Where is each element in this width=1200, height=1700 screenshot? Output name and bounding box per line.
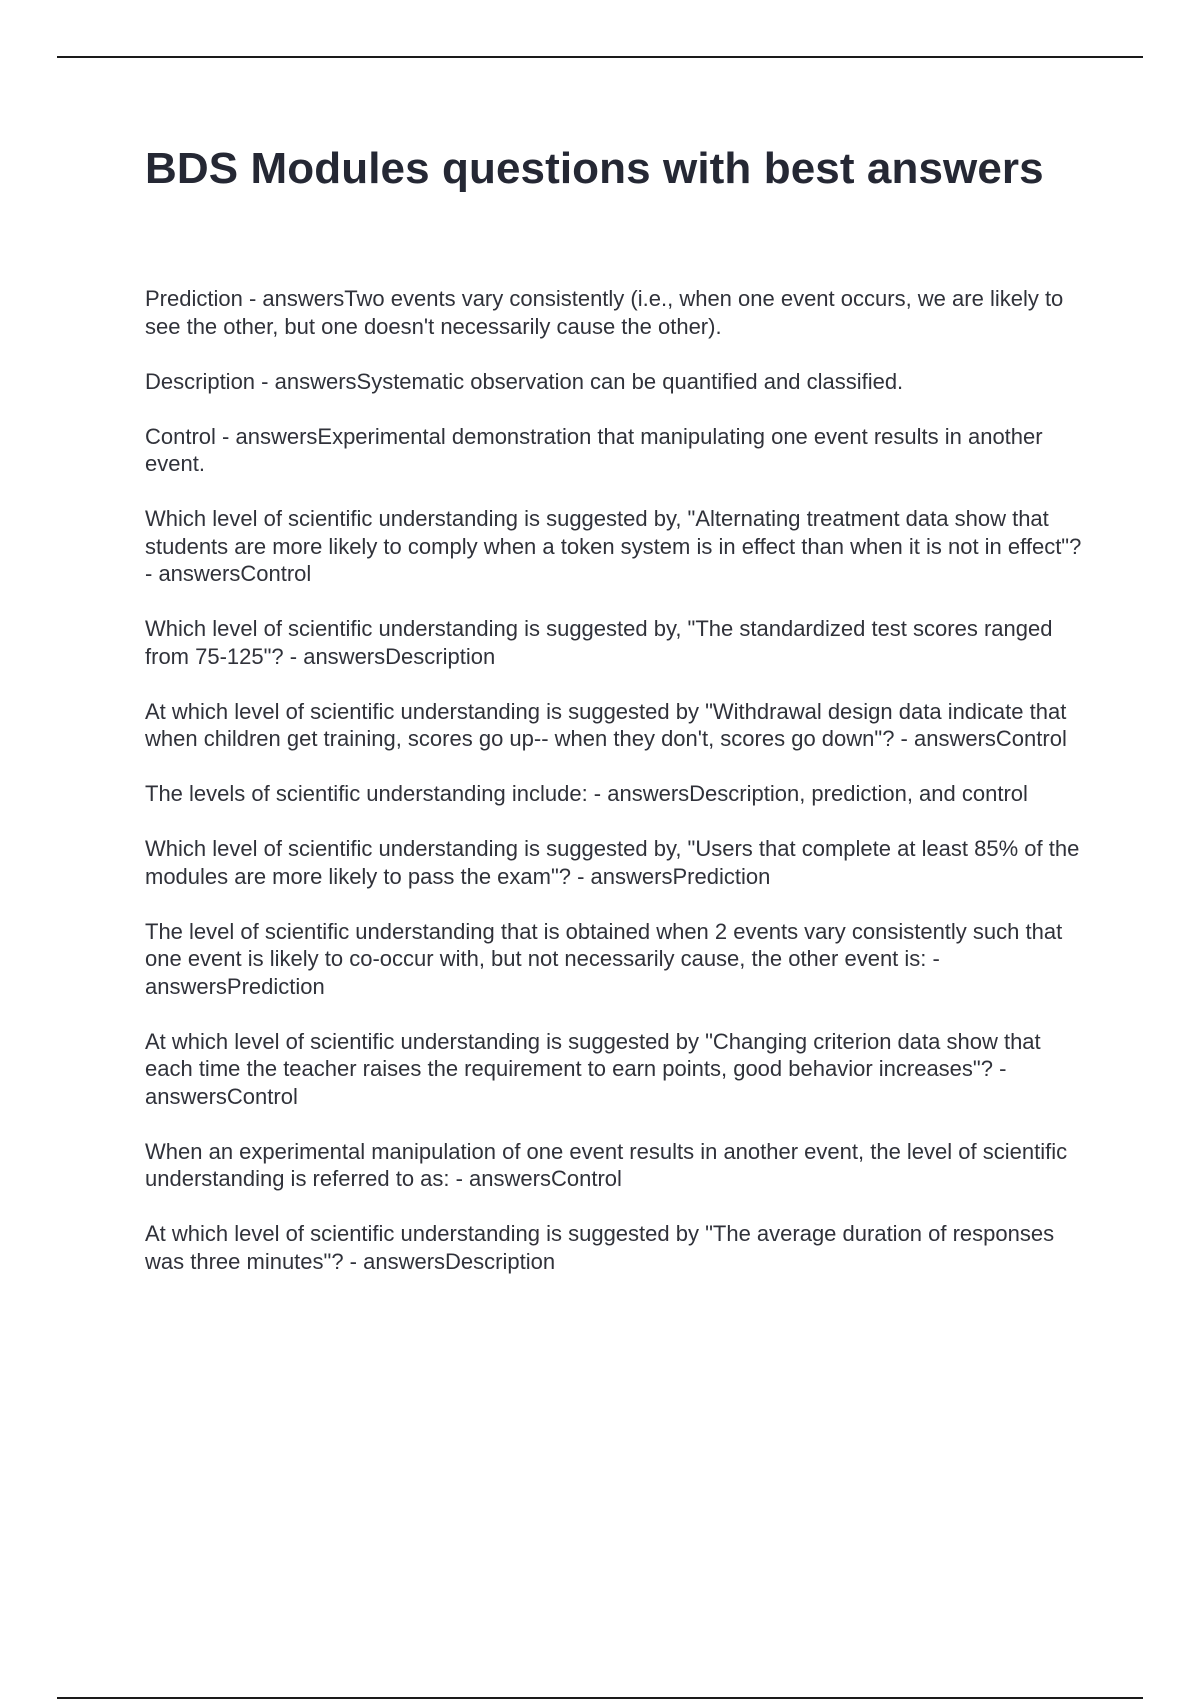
qa-item: Which level of scientific understanding is suggested by, "The standardized test scores ranged from 75-125"? - answersDescription <box>145 616 1053 669</box>
qa-item: At which level of scientific understanding is suggested by "Changing criterion data show that each time the teacher raises the requirement to earn points, good behavior increases"? - answersControl <box>145 1028 1041 1109</box>
qa-item: Prediction - answersTwo events vary consistently (i.e., when one event occurs, we are likely to see the other, but one doesn't necessarily cause the other). <box>145 286 1064 339</box>
qa-item: The level of scientific understanding that is obtained when 2 events vary consistently such that one event is likely to co-occur with, but not necessarily cause, the other event is: - answersPrediction <box>145 918 1063 999</box>
document-body <box>145 140 1085 1303</box>
qa-item: Description - answersSystematic observation can be quantified and classified. <box>145 368 904 394</box>
qa-item: Which level of scientific understanding is suggested by, "Users that complete at least 85% of the modules are more likely to pass the exam"? - answersPrediction <box>145 836 1080 889</box>
qa-item: When an experimental manipulation of one event results in another event, the level of scientific understanding is referred to as: - answersControl <box>145 1138 1068 1191</box>
qa-item: Which level of scientific understanding is suggested by, "Alternating treatment data show that students are more likely to comply when a token system is in effect than when it is not in effect"? - answersControl <box>145 506 1082 586</box>
qa-item: At which level of scientific understanding is suggested by "The average duration of responses was three minutes"? - answersDescription <box>145 1221 1055 1274</box>
document-title: BDS Modules questions with best answers <box>145 144 1044 193</box>
qa-item: Control - answersExperimental demonstration that manipulating one event results in another event. <box>145 423 1043 476</box>
qa-list <box>145 285 1085 1275</box>
qa-item: The levels of scientific understanding include: - answersDescription, prediction, and control <box>145 781 1028 806</box>
bottom-rule <box>57 1697 1143 1699</box>
top-rule <box>57 56 1143 58</box>
qa-item: At which level of scientific understanding is suggested by "Withdrawal design data indicate that when children get training, scores go up-- when they don't, scores go down"? - answersControl <box>145 698 1067 751</box>
